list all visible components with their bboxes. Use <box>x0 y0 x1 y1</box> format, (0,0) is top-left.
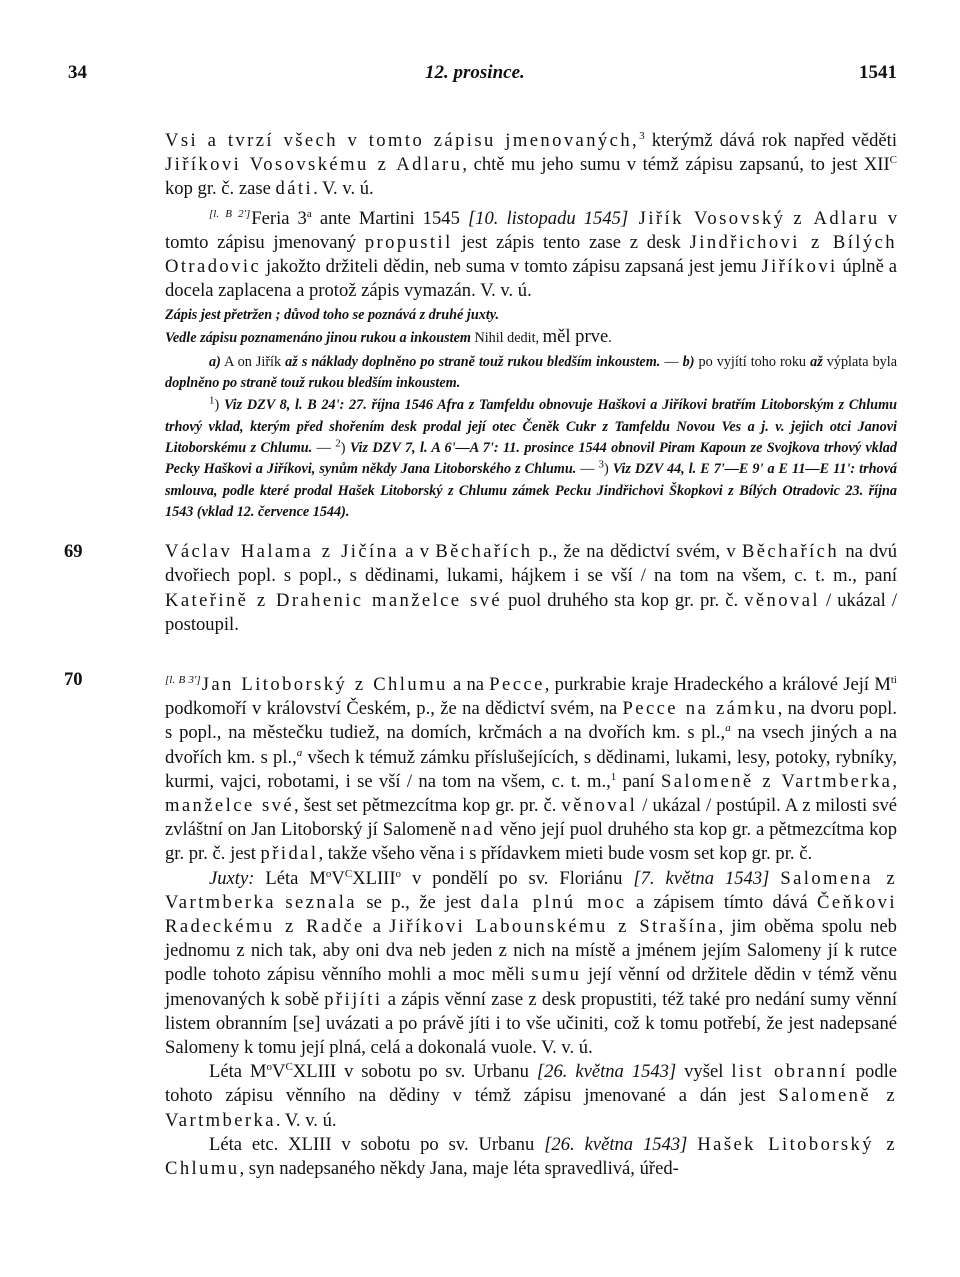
document-page <box>64 62 898 1181</box>
editorial-date: [10. listopadu 1545] <box>467 207 629 229</box>
text: p., že na dědictví svém, v <box>532 541 742 563</box>
text: Vedle zápisu poznamenáno jinou rukou a inkoustem <box>165 330 471 347</box>
text: se p., že jest <box>356 891 481 913</box>
text: Léta etc. XLIII v sobotu po sv. Urbanu <box>209 1133 545 1155</box>
text: / ukázal / postúpil. A z milosti své zvláštní on Jan Litoborský jí Salomeně <box>165 795 897 841</box>
page-number: 34 <box>68 62 87 83</box>
text: Zápis jest přetržen ; důvod toho se poznává z druhé juxty. <box>165 307 500 324</box>
running-header <box>68 62 897 92</box>
footnote-ref: 3 <box>639 129 645 142</box>
text: a zápisem tímto dává <box>626 891 818 913</box>
note-ref: a <box>296 746 303 759</box>
text: a zápis věnní zase z desk propustiti, též také pro nedání sumy věnní listem obranním [se] uvázati a po právě jíti i to vše učiniti, což k tomu potřebí, že jest nadepsané Salomeny k tomu její plná, celá a dokonalá vuole. V. v. ú. <box>165 988 897 1059</box>
person-name: Salomeně z Vartmberka <box>165 1085 898 1131</box>
text: dala plnú moc <box>480 891 627 913</box>
text: Nihil dedit, <box>470 330 543 347</box>
superscript: C <box>889 154 897 167</box>
entry-70 <box>64 668 897 867</box>
note-ref: a <box>725 722 731 735</box>
text: dáti <box>275 178 314 200</box>
text: . V. v. ú. <box>275 1109 337 1131</box>
text: jest zápis tento zase z desk <box>452 231 681 253</box>
person-name: Hašek Litoborský z Chlumu <box>165 1133 897 1180</box>
header-date: 12. prosince. <box>425 62 525 83</box>
text: ante Martini 1545 <box>311 207 468 229</box>
text: — <box>576 461 599 478</box>
text: až <box>810 354 823 371</box>
text: Léta M <box>209 1061 267 1083</box>
text: doplněno po straně touž rukou bledším inkoustem. <box>165 375 461 392</box>
entry-69 <box>64 540 898 637</box>
superscript: o <box>325 867 332 880</box>
superscript: o <box>395 867 402 880</box>
text: propustil <box>364 231 453 253</box>
text: XLIII v sobotu po sv. Urbanu <box>292 1061 537 1083</box>
text: přidal <box>260 843 319 865</box>
text: až s náklady doplněno po straně touž rukou bledším inkoustem. <box>285 354 661 371</box>
entry-number: 70 <box>64 669 83 691</box>
footnote-text: Viz DZV 7, l. A 6'—A 7': 11. prosince 1544 obnovil Piram Kapoun ze Svojkova trhový vklad Pecky Haškovi a Jiříkovi, synům někdy Jana Litoborského z Chlumu. <box>165 440 897 478</box>
intro-paragraph <box>165 129 897 202</box>
text: , takže všeho věna i s přídavkem mieti bude vosm set kop gr. pr. č. <box>318 843 813 865</box>
text: na vsech jiných a na dvořích km. s pl., <box>165 722 897 768</box>
text: , šest set pětmezcítma kop gr. pr. č. <box>294 795 562 817</box>
person-name: Jindřichovi z Bílých Otradovic <box>165 231 897 278</box>
text: a <box>364 916 390 938</box>
feria-paragraph <box>165 202 897 304</box>
text: vyšel <box>676 1061 732 1083</box>
text: list obranní <box>731 1061 848 1083</box>
text: Léta M <box>254 867 326 889</box>
footnote-text: Viz DZV 8, l. B 24': 27. října 1546 Afra z Tamfeldu obnovuje Haškovi a Jiříkovi bratřím Litoborským z Chlumu trhový vklad, kterým před shořením desk prodal její otec Čeněk Cukr z Tamfeldu Novou Ves a j. v. jejich otci Janovi Litoborskému z Chlumu. <box>165 397 897 457</box>
text: — <box>312 440 336 457</box>
text: kterýmž dává rok napřed věděti <box>644 130 897 151</box>
text: podkomoří v království Českém, p., že na dědictví svém, na <box>165 698 623 720</box>
juxta-label: Juxty: <box>209 867 255 889</box>
person-name: Kateřině z Drahenic <box>165 589 364 611</box>
text: , syn nadepsaného někdy Jana, maje léta spravedlivá, úřed- <box>239 1158 679 1180</box>
text: výplata byla <box>822 354 898 371</box>
folio-marker: [l. B 2'] <box>209 207 251 220</box>
note-label: b) <box>682 354 695 371</box>
text: věno její puol druhého sta kop gr. a pětmezcítma kop gr. pr. č. jest <box>165 819 897 865</box>
text: Feria 3 <box>251 207 307 229</box>
editorial-note <box>165 305 897 326</box>
superscript: a <box>306 207 312 220</box>
footnote-ref: 1 <box>610 770 617 783</box>
text: . V. v. ú. <box>313 178 374 200</box>
superscript: C <box>344 867 353 880</box>
entry-text <box>165 668 897 867</box>
place-name: Běchařích <box>435 541 533 563</box>
entry-number: 69 <box>64 541 83 563</box>
text: jakožto držiteli dědin, neb suma v tomto zápisu zapsaná jest jemu <box>261 256 762 278</box>
person-name: Jan Litoborský z Chlumu <box>201 674 448 696</box>
footnote-number: 1 <box>209 394 215 407</box>
superscript: o <box>266 1061 272 1074</box>
person-name: Jiříkovi Labounskému z Strašína <box>389 916 719 938</box>
text: kop gr. č. zase <box>165 178 276 200</box>
text: — <box>660 354 683 371</box>
text <box>276 892 285 913</box>
person-name: Jiříkovi <box>761 256 838 278</box>
text: všech k témuž zámku příslušejících, s dědinami, lukami, lesy, potoky, rybníky, kurmi, vajci, robotami, i se vší / na tom na všem, c. t. m., <box>165 746 897 792</box>
person-name: Salomena z Vartmberka <box>165 867 898 913</box>
superscript: ti <box>890 673 897 686</box>
text: XLIII <box>352 867 396 889</box>
text: v tomto zápisu jmenovaný <box>165 207 897 253</box>
text: to jest XII <box>810 154 890 176</box>
footnotes <box>165 395 897 523</box>
text: seznala <box>285 891 357 913</box>
text: úplně a docela zaplacena a protož zápis vymazán. V. v. ú. <box>165 256 897 302</box>
text: manželce své <box>363 589 503 611</box>
person-name: Salomeně z Vartmberka <box>660 770 893 792</box>
text: věnoval <box>744 589 820 611</box>
text: ) <box>340 440 350 457</box>
superscript: C <box>285 1061 293 1074</box>
footnote-number: 2 <box>335 437 341 450</box>
header-year: 1541 <box>859 62 897 83</box>
text: na dvú dvořiech popl. s popl., s dědinami, lukami, hájkem i se vší / na tom na všem, c. t. m., paní <box>165 541 898 587</box>
text: , jim oběma spolu neb jednomu z nich tak, aby oni dva neb jeden z nich na místě a jménem jejím Salomeny jí k rutce podle tohoto zápisu věnního mohli a moc měli <box>165 916 897 986</box>
footnote-text: Viz DZV 44, l. E 7'—E 9' a E 11—E 11': trhová smlouva, podle které prodal Hašek Litoborský z Chlumu zámek Pecku Jindřichovi Škopkovi z Bílých Otradovic 23. října 1543 (vklad 12. července 1544). <box>165 461 897 520</box>
person-name: z Adlaru <box>793 207 880 229</box>
person-name: Václav Halama z Jičína <box>165 541 400 563</box>
text: ) <box>603 461 613 478</box>
text: V <box>331 867 345 889</box>
text: věnoval <box>561 795 638 817</box>
footnote-number: 3 <box>598 458 604 471</box>
variant-notes <box>165 352 897 394</box>
place-name: Pecce na zámku <box>622 698 778 720</box>
text: , <box>892 770 897 792</box>
place-name: Pecce <box>489 674 545 696</box>
text <box>769 868 780 889</box>
text: přijíti <box>324 988 383 1010</box>
person-name: Čeňkovi Radeckému z Radče <box>165 891 897 938</box>
text: a na <box>447 674 490 696</box>
text: podle tohoto zápisu věnního na dědiny v témž zápisu jmenované a dán jest <box>165 1061 898 1107</box>
place-name: Běchařích <box>741 541 840 563</box>
juxta-paragraph-3 <box>165 1133 897 1181</box>
editorial-date: [7. května 1543] <box>633 867 770 889</box>
folio-marker: [l. B 3'] <box>165 674 201 687</box>
text: , chtě mu jeho sumu v témž zápisu zapsanú, <box>462 154 804 176</box>
editorial-note <box>165 326 897 349</box>
text: Vsi a tvrzí všech v tomto zápisu jmenovaných, <box>165 130 640 151</box>
text: nad <box>461 819 496 841</box>
text: / ukázal / postoupil. <box>165 589 898 635</box>
text: manželce své <box>165 795 295 817</box>
entry-text <box>165 540 897 637</box>
text: ) <box>214 397 224 414</box>
text: puol druhého sta kop gr. pr. č. <box>502 589 745 611</box>
editorial-date: [26. května 1543] <box>544 1133 688 1155</box>
note-label: a) <box>209 354 221 371</box>
text <box>687 1134 697 1155</box>
text: . <box>608 330 612 347</box>
juxta-paragraph-2 <box>165 1060 897 1133</box>
text: po vyjítí toho roku <box>694 354 811 371</box>
juxta-paragraph-1 <box>165 867 897 1061</box>
text: její věnní od držitele dědin v témž věnu jmenovaných k sobě <box>165 964 897 1010</box>
text: měl prve <box>542 326 609 348</box>
text: , purkrabie kraje Hradeckého a králové Její M <box>544 674 891 696</box>
text: , na dvoru popl. s popl., na městečku tudiež, na domích, krčmách a na dvořích km. s pl., <box>165 698 897 744</box>
text: paní <box>616 770 661 792</box>
text: sumu <box>531 964 582 986</box>
editorial-date: [26. května 1543] <box>536 1061 677 1083</box>
person-name: Jiříkovi Vosovskému z Adlaru <box>165 154 463 176</box>
text: V <box>272 1061 286 1083</box>
text: A on Jiřík <box>220 354 286 371</box>
person-name: Jiřík Vosovský <box>628 207 786 229</box>
text: a v <box>399 541 436 563</box>
text: v pondělí po sv. Floriánu <box>401 867 634 889</box>
